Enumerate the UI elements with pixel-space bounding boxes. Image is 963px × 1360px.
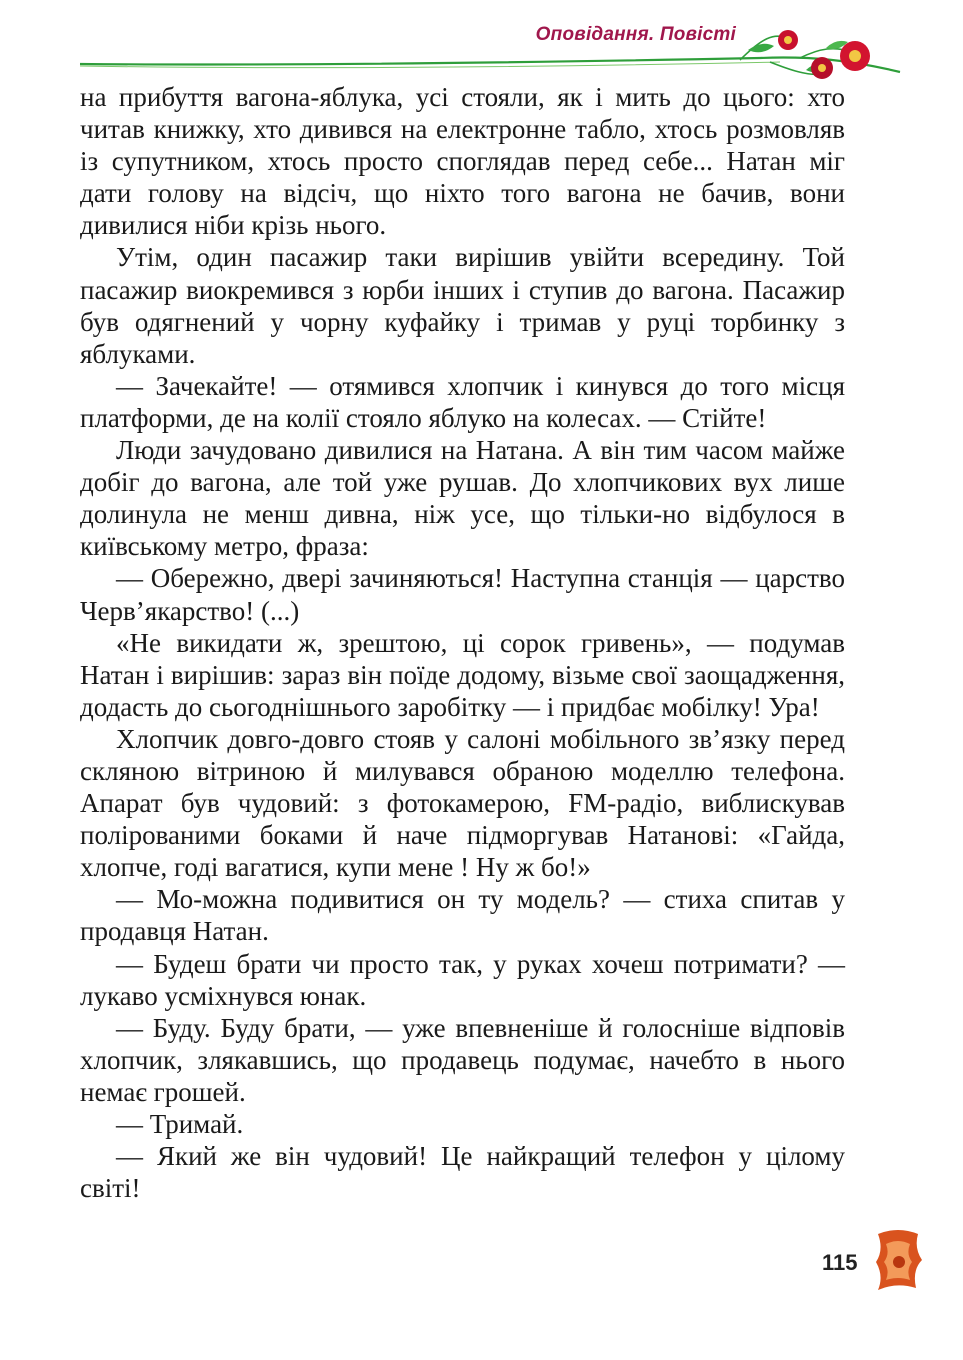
story-text: [80, 81, 845, 1204]
flower-stem-decoration-icon: [0, 0, 963, 90]
page-header: [0, 0, 963, 90]
page-number: 115: [822, 1250, 858, 1275]
paragraph: — Буду. Буду брати, — уже впевненіше й голосніше відповів хлопчик, злякавшись, що продавець подумає, начебто в нього немає грошей.: [80, 1012, 845, 1107]
paragraph: — Будеш брати чи просто так, у руках хочеш потримати? — лукаво усміхнувся юнак.: [80, 948, 845, 1011]
section-title: Оповідання. Повісті: [535, 24, 736, 45]
paragraph: «Не викидати ж, зрештою, ці сорок гривень», — подумав Натан і вирішив: зараз він поїде додому, візьме свої заощадження, додасть до сьогоднішнього заробітку — і придбає мобілку! Ура!: [80, 627, 845, 722]
paragraph: — Мо-можна подивитися он ту модель? — стиха спитав у продавця Натан.: [80, 884, 845, 947]
paragraph: Хлопчик довго-довго стояв у салоні мобільного зв’язку перед скляною вітриною й милувався обраною моделлю телефона. Апарат був чудовий: з фотокамерою, FM-радіо, виблискував полірованими боками й наче підморгував Натанові: «Гайда, хлопче, годі вагатися, купи мене ! Ну ж бо!»: [80, 723, 845, 883]
flower-icon: [778, 30, 798, 50]
paragraph: — Який же він чудовий! Це найкращий телефон у цілому світі!: [80, 1141, 845, 1204]
paragraph: Люди зачудовано дивилися на Натана. А він тим часом майже добіг до вагона, але той уже рушав. До хлопчикових вух лише долинула не менш дивна, ніж усе, що тільки-но відбулося в київському метро, фраза:: [80, 435, 845, 562]
flower-icon: [840, 41, 870, 71]
paragraph: — Обережно, двері зачиняються! Наступна станція — царство Черв’якарство! (...): [80, 563, 845, 626]
paragraph: — Зачекайте! — отямився хлопчик і кинувся до того місця платформи, де на колії стояло яблуко на колесах. — Стійте!: [80, 370, 845, 433]
paragraph: Утім, один пасажир таки вирішив увійти всередину. Той пасажир виокремився з юрби інших і ступив до вагона. Пасажир був одягнений у чорну куфайку і тримав у руці торбинку з яблуками.: [80, 242, 845, 369]
corner-ornament-icon: [874, 1226, 924, 1292]
flower-icon: [811, 57, 833, 79]
paragraph: на прибуття вагона-яблука, усі стояли, як і мить до цього: хто читав книжку, хто дивився на електронне табло, хтось розмовляв із супутником, хтось просто споглядав перед себе... Натан міг дати голову на відсіч, що ніхто того вагона не бачив, вони дивилися ніби крізь нього.: [80, 82, 845, 241]
paragraph: — Тримай.: [116, 1109, 244, 1139]
